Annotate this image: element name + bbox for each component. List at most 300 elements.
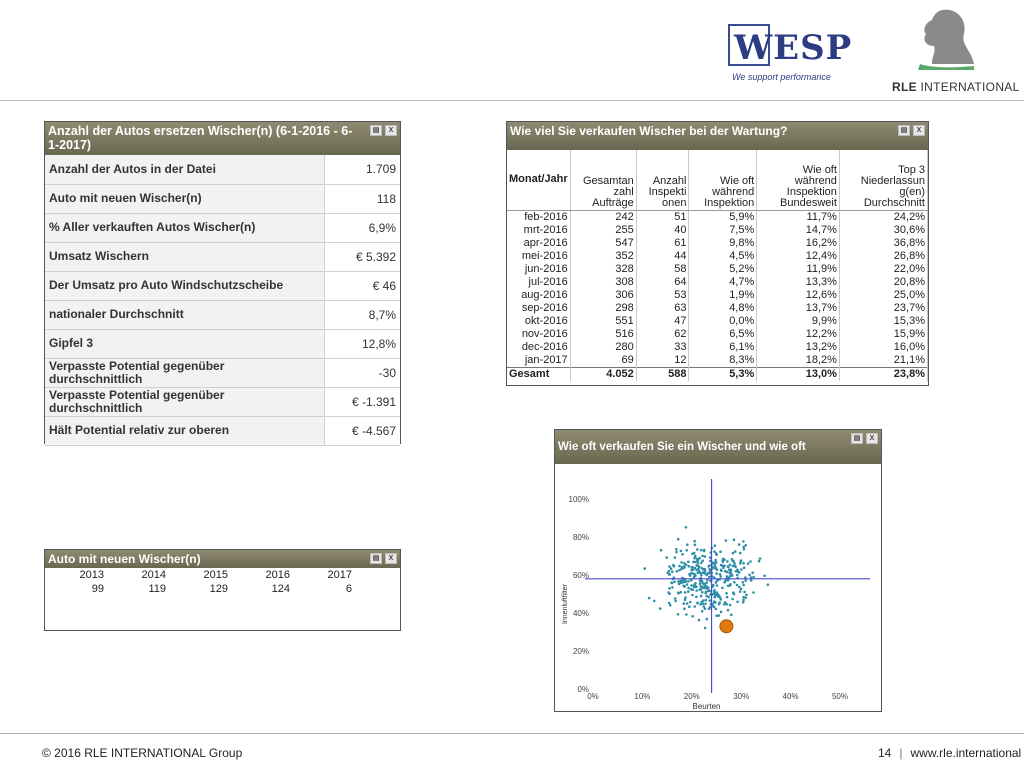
data-point [730, 614, 733, 617]
table-row [507, 315, 928, 328]
data-point [694, 555, 697, 558]
stat-label [45, 329, 324, 358]
table-cell: 24,2% [839, 210, 927, 224]
data-point [737, 570, 740, 573]
data-point [763, 575, 766, 578]
data-point [743, 548, 746, 551]
data-point [699, 582, 702, 585]
table-cell: 516 [570, 328, 636, 341]
data-point [751, 572, 754, 575]
data-point [713, 606, 716, 609]
data-point [673, 565, 676, 568]
table-cell: 15,9% [839, 328, 927, 341]
wesp-tagline: We support performance [732, 72, 831, 82]
data-point [729, 604, 732, 607]
print-icon[interactable]: ▤ [370, 553, 382, 564]
data-point [689, 601, 692, 604]
data-point [694, 544, 697, 547]
stat-label [45, 155, 324, 184]
data-point [696, 548, 699, 551]
data-point [714, 596, 717, 599]
table-row [45, 329, 400, 358]
data-point [744, 544, 747, 547]
data-point [665, 556, 668, 559]
data-point [752, 576, 755, 579]
data-point [739, 562, 742, 565]
table-cell: 44 [636, 250, 689, 263]
stat-value: 8,7% [324, 300, 400, 329]
data-point [720, 598, 723, 601]
data-point [704, 592, 707, 595]
y-tick-label: 0% [577, 685, 589, 694]
data-point [677, 580, 680, 583]
data-point [725, 592, 728, 595]
data-point [694, 573, 697, 576]
data-point [720, 611, 723, 614]
data-point [716, 584, 719, 587]
data-point [659, 607, 662, 610]
stat-value: 12,8% [324, 329, 400, 358]
stat-label-text: Gipfel 3 [49, 336, 94, 350]
table-cell: 7,5% [689, 224, 757, 237]
data-point [698, 570, 701, 573]
table-cell: 9,8% [689, 237, 757, 250]
rle-wordmark-bold: RLE [892, 80, 917, 94]
data-point [721, 560, 724, 563]
column-header: Anzahl Inspekti onen [636, 150, 689, 210]
data-point [683, 602, 686, 605]
data-point [729, 583, 732, 586]
data-point [687, 590, 690, 593]
month-cell: sep-2016 [507, 302, 570, 315]
data-point [709, 599, 712, 602]
y-tick-label: 80% [572, 533, 589, 542]
data-point [729, 575, 732, 578]
data-point [683, 608, 686, 611]
stat-value: € -4.567 [324, 416, 400, 445]
data-point [674, 600, 677, 603]
data-point [695, 585, 698, 588]
data-point [712, 584, 715, 587]
month-cell: dec-2016 [507, 341, 570, 354]
table-cell: 15,3% [839, 315, 927, 328]
total-label: Gesamt [507, 367, 570, 381]
data-point [668, 593, 671, 596]
stat-label-text: Anzahl der Autos in der Datei [49, 161, 216, 176]
table-row [507, 354, 928, 368]
data-point [732, 565, 735, 568]
month-cell: jan-2017 [507, 354, 570, 368]
data-point [643, 567, 646, 570]
data-point [743, 567, 746, 570]
data-point [697, 562, 700, 565]
data-point [685, 526, 688, 529]
data-point [752, 591, 755, 594]
table-cell: 5,9% [689, 210, 757, 224]
data-point [692, 568, 695, 571]
data-point [744, 579, 747, 582]
stat-label [45, 358, 324, 387]
data-point [670, 567, 673, 570]
table-row [507, 250, 928, 263]
data-point [732, 552, 735, 555]
table-cell: 26,8% [839, 250, 927, 263]
years-header-row [45, 568, 355, 582]
export-excel-icon[interactable]: X [913, 125, 925, 136]
stat-value: € 46 [324, 271, 400, 300]
table-cell: 5,2% [689, 263, 757, 276]
data-point [695, 564, 698, 567]
table-cell: 0,0% [689, 315, 757, 328]
maintenance-header-row [507, 150, 928, 210]
data-point [714, 559, 717, 562]
x-tick-label: 50% [831, 692, 849, 701]
data-point [686, 583, 689, 586]
data-point [725, 579, 728, 582]
year-value: 119 [148, 583, 166, 595]
data-point [694, 605, 697, 608]
data-point [713, 550, 716, 553]
rle-wordmark-rest: INTERNATIONAL [916, 80, 1020, 94]
years-table [45, 568, 355, 596]
table-cell: 547 [570, 237, 636, 250]
table-row [45, 300, 400, 329]
table-cell: 298 [570, 302, 636, 315]
data-point [742, 601, 745, 604]
stat-label [45, 213, 324, 242]
table-cell: 12,6% [757, 289, 840, 302]
data-point [677, 592, 680, 595]
data-point [738, 543, 741, 546]
data-point [736, 584, 739, 587]
data-point [720, 575, 723, 578]
rle-thinker-logo-icon [912, 6, 978, 72]
export-excel-icon[interactable]: X [385, 553, 397, 564]
data-point [698, 565, 701, 568]
month-cell: jul-2016 [507, 276, 570, 289]
data-point [702, 599, 705, 602]
data-point [742, 581, 745, 584]
data-point [704, 607, 707, 610]
print-icon[interactable]: ▤ [851, 433, 863, 444]
data-point [703, 605, 706, 608]
rle-international-wordmark [892, 80, 1020, 94]
stat-label-text: nationaler Durchschnitt [49, 307, 184, 321]
data-point [725, 539, 728, 542]
data-point [767, 583, 770, 586]
x-tick-label: 40% [782, 692, 799, 701]
data-point [678, 583, 681, 586]
data-point [708, 568, 711, 571]
data-point [701, 591, 704, 594]
table-cell: 13,7% [757, 302, 840, 315]
data-point [703, 568, 706, 571]
years-panel-title-text: Auto mit neuen Wischer(n) [48, 552, 201, 566]
year-header: 2016 [265, 569, 290, 581]
month-cell: apr-2016 [507, 237, 570, 250]
stat-value: € 5.392 [324, 242, 400, 271]
total-cell: 588 [636, 367, 689, 381]
table-cell: 255 [570, 224, 636, 237]
data-point [742, 596, 745, 599]
table-cell: 25,0% [839, 289, 927, 302]
x-tick-label: 0% [587, 692, 599, 701]
data-point [718, 614, 721, 617]
data-point [671, 570, 674, 573]
data-point [684, 596, 687, 599]
footer-separator: | [899, 746, 903, 760]
data-point [747, 562, 750, 565]
data-point [673, 580, 676, 583]
data-point [740, 568, 743, 571]
data-point [738, 586, 741, 589]
table-cell: 20,8% [839, 276, 927, 289]
data-point [653, 600, 656, 603]
data-point [691, 594, 694, 597]
export-excel-icon[interactable]: X [866, 433, 878, 444]
data-point [700, 562, 703, 565]
print-icon[interactable]: ▤ [898, 125, 910, 136]
data-point [690, 566, 693, 569]
stat-label-text: Verpasste Potential gegenüber durchschnittlich [49, 358, 225, 386]
table-row [507, 341, 928, 354]
data-point [683, 585, 686, 588]
data-point [669, 573, 672, 576]
data-point [698, 557, 701, 560]
print-icon[interactable]: ▤ [370, 125, 382, 136]
table-row [507, 328, 928, 341]
data-point [697, 559, 700, 562]
table-cell: 63 [636, 302, 689, 315]
data-point [734, 550, 737, 553]
column-header-month: Monat/Jahr [507, 150, 570, 210]
year-value: 6 [345, 583, 352, 595]
data-point [681, 553, 684, 556]
cars-replaced-panel-title [45, 122, 400, 155]
table-cell: 23,7% [839, 302, 927, 315]
data-point [691, 615, 694, 618]
table-row [507, 289, 928, 302]
data-point [716, 579, 719, 582]
data-point [742, 540, 745, 543]
maintenance-panel-title-text: Wie viel Sie verkaufen Wischer bei der Wartung? [510, 124, 788, 138]
data-point [668, 602, 671, 605]
data-point [700, 595, 703, 598]
data-point [708, 607, 711, 610]
stat-label [45, 271, 324, 300]
stat-value: 1.709 [324, 155, 400, 184]
data-point [712, 562, 715, 565]
table-cell: 11,9% [757, 263, 840, 276]
data-point [701, 555, 704, 558]
total-cell: 5,3% [689, 367, 757, 381]
data-point [648, 597, 651, 600]
wesp-logo-text: WESP [734, 28, 853, 68]
data-point [684, 591, 687, 594]
data-point [733, 593, 736, 596]
data-point [680, 591, 683, 594]
maintenance-panel-title [507, 122, 928, 150]
data-point [680, 561, 683, 564]
data-point [674, 597, 677, 600]
data-point [715, 614, 718, 617]
table-cell: 9,9% [757, 315, 840, 328]
table-cell: 12,2% [757, 328, 840, 341]
data-point [690, 588, 693, 591]
stat-label [45, 387, 324, 416]
data-point [685, 613, 688, 616]
table-row [507, 224, 928, 237]
footer-divider [0, 733, 1024, 734]
data-point [700, 549, 703, 552]
scatter-chart [555, 464, 881, 711]
data-point [686, 602, 689, 605]
data-point [736, 601, 739, 604]
year-header: 2017 [327, 569, 352, 581]
data-point [706, 618, 709, 621]
table-row [45, 184, 400, 213]
table-cell: 30,6% [839, 224, 927, 237]
table-cell: 13,3% [757, 276, 840, 289]
month-cell: mrt-2016 [507, 224, 570, 237]
data-point [690, 584, 693, 587]
data-point [733, 538, 736, 541]
table-cell: 14,7% [757, 224, 840, 237]
data-point [742, 599, 745, 602]
total-row [507, 367, 928, 381]
table-cell: 6,5% [689, 328, 757, 341]
data-point [686, 543, 689, 546]
data-point [724, 601, 727, 604]
table-cell: 36,8% [839, 237, 927, 250]
x-tick-label: 30% [733, 692, 750, 701]
data-point [695, 589, 698, 592]
stat-value: -30 [324, 358, 400, 387]
new-wipers-panel-title [45, 550, 400, 568]
data-point [687, 580, 690, 583]
stat-label [45, 184, 324, 213]
table-cell: 4,8% [689, 302, 757, 315]
data-point [676, 570, 679, 573]
data-point [745, 594, 748, 597]
table-cell: 328 [570, 263, 636, 276]
data-point [680, 550, 683, 553]
data-point [683, 562, 686, 565]
data-point [750, 579, 753, 582]
y-tick-label: 40% [572, 609, 589, 618]
footer-right [878, 746, 1021, 760]
y-axis-label: Innenluftfilter [562, 583, 569, 625]
data-point [668, 565, 671, 568]
data-point [743, 591, 746, 594]
data-point [731, 574, 734, 577]
data-point [704, 572, 707, 575]
cars-panel-title-text: Anzahl der Autos ersetzen Wischer(n) (6-1-2016 - 6-1-2017) [48, 124, 353, 152]
year-header: 2015 [203, 569, 228, 581]
total-cell: 13,0% [757, 367, 840, 381]
data-point [720, 569, 723, 572]
data-point [715, 608, 718, 611]
month-cell: aug-2016 [507, 289, 570, 302]
data-point [726, 560, 729, 563]
table-cell: 69 [570, 354, 636, 368]
new-wipers-by-year-panel [44, 549, 401, 631]
data-point [721, 587, 724, 590]
data-point [693, 552, 696, 555]
stat-label-text: Der Umsatz pro Auto Windschutzscheibe [49, 278, 284, 292]
data-point [722, 558, 725, 561]
data-point [678, 565, 681, 568]
highlight-point [720, 620, 733, 633]
y-tick-label: 100% [568, 495, 589, 504]
month-cell: nov-2016 [507, 328, 570, 341]
table-cell: 58 [636, 263, 689, 276]
data-point [724, 570, 727, 573]
table-cell: 61 [636, 237, 689, 250]
table-cell: 16,0% [839, 341, 927, 354]
scatter-panel-title [555, 430, 881, 483]
data-point [727, 609, 730, 612]
table-cell: 51 [636, 210, 689, 224]
table-cell: 352 [570, 250, 636, 263]
table-cell: 242 [570, 210, 636, 224]
data-point [666, 571, 669, 574]
data-point [699, 588, 702, 591]
data-point [714, 561, 717, 564]
footer-url[interactable]: www.rle.international [910, 746, 1022, 760]
table-row [45, 155, 400, 184]
data-point [736, 574, 739, 577]
total-cell: 23,8% [839, 367, 927, 381]
data-point [703, 549, 706, 552]
data-point [739, 552, 742, 555]
y-tick-label: 60% [572, 571, 589, 580]
data-point [701, 560, 704, 563]
table-cell: 12,4% [757, 250, 840, 263]
page-number: 14 [878, 746, 892, 760]
x-tick-label: 20% [683, 692, 700, 701]
data-point [670, 581, 673, 584]
column-header: Gesamtan zahl Aufträge [570, 150, 636, 210]
data-point [677, 538, 680, 541]
data-point [726, 596, 729, 599]
column-header: Wie oft während Inspektion [689, 150, 757, 210]
data-point [701, 587, 704, 590]
stat-label-text: Umsatz Wischern [49, 249, 149, 263]
scatter-panel-title-text: Wie oft verkaufen Sie ein Wischer und wie oft gewartet werden? [558, 441, 806, 483]
column-header: Top 3 Niederlassun g(en) Durchschnitt [839, 150, 927, 210]
table-cell: 551 [570, 315, 636, 328]
table-cell: 12 [636, 354, 689, 368]
data-point [740, 588, 743, 591]
data-point [740, 559, 743, 562]
total-cell: 4.052 [570, 367, 636, 381]
export-excel-icon[interactable]: X [385, 125, 397, 136]
data-point [671, 586, 674, 589]
data-point [699, 572, 702, 575]
stat-label [45, 242, 324, 271]
table-cell: 8,3% [689, 354, 757, 368]
data-point [704, 555, 707, 558]
month-cell: feb-2016 [507, 210, 570, 224]
table-cell: 4,5% [689, 250, 757, 263]
stat-label [45, 416, 324, 445]
stat-value: € -1.391 [324, 387, 400, 416]
stat-label [45, 300, 324, 329]
table-cell: 4,7% [689, 276, 757, 289]
data-point [660, 549, 663, 552]
month-cell: okt-2016 [507, 315, 570, 328]
